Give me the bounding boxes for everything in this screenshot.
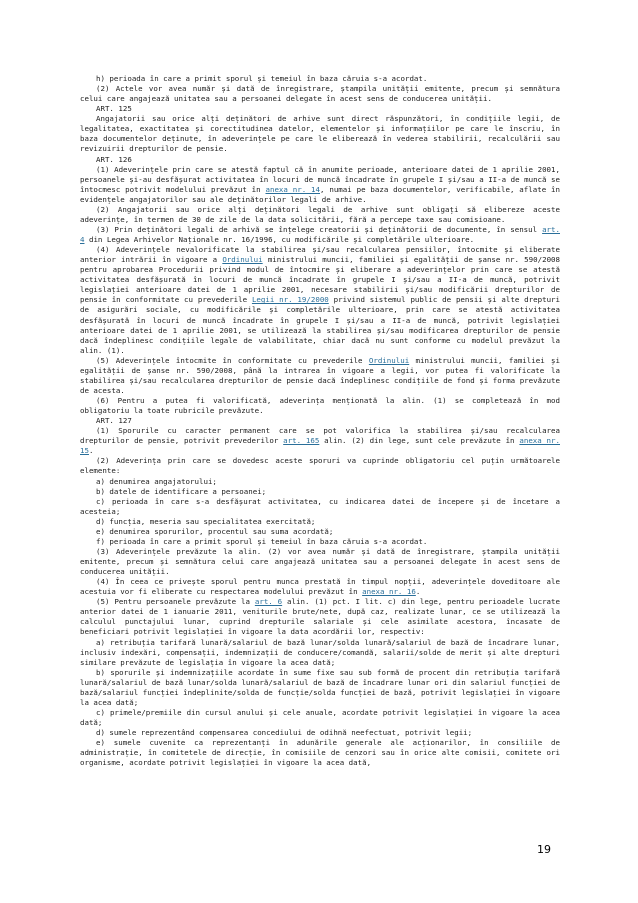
legal-reference-link[interactable]: art. 165 xyxy=(283,436,320,446)
paragraph xyxy=(80,245,560,356)
legal-reference-link[interactable]: Legii nr. 19/2000 xyxy=(251,295,329,305)
paragraph xyxy=(80,104,560,114)
paragraph-text: ministrului muncii, familiei și egalității de șanse nr. 590/2008 pentru aprobarea Procedurii privind modul de întocmire și eliberare a adeverințelor prin care se atestă activitatea desfășurată în locuri de muncă încadrate în grupele I și/sau a II-a de muncă, potrivit legislației anterioare datei de 1 aprilie 2001, necesare stabilirii și/sau modificării drepturilor de pensie în conformitate cu prevederile xyxy=(80,255,561,305)
legal-reference-link[interactable]: art. 4 xyxy=(80,224,560,244)
paragraph-text: f) perioada în care a primit sporul și temeiul în baza căruia s-a acordat. xyxy=(96,536,428,546)
paragraph-text: h) perioada în care a primit sporul și temeiul în baza căruia s-a acordat. xyxy=(96,74,428,83)
paragraph-text: ART. 127 xyxy=(96,416,132,426)
paragraph-text: c) perioada în care s-a desfășurat activitatea, cu indicarea datei de începere și de încetare a acesteia; xyxy=(80,496,560,516)
paragraph-text: . xyxy=(88,446,94,456)
paragraph-text: (4) În ceea ce privește sporul pentru munca prestată în timpul nopții, adeverințele doveditoare ale acestuia vor fi eliberate cu respectarea modelului prevăzut în xyxy=(80,577,560,597)
paragraph-text: ART. 125 xyxy=(96,104,132,114)
legal-reference-link[interactable]: anexa nr. 14 xyxy=(265,184,320,194)
paragraph xyxy=(80,356,560,396)
paragraph xyxy=(80,638,560,668)
paragraph-text: (1) Sporurile cu caracter permanent care se pot valorifica la stabilirea și/sau recalcularea drepturilor de pensie, potrivit prevederilor xyxy=(80,426,560,446)
paragraph-text: , numai pe baza documentelor, verificabile, aflate în evidențele angajatorilor sau ale deținătorilor legali de arhive. xyxy=(80,184,560,204)
paragraph-text: ART. 126 xyxy=(96,154,132,164)
paragraph xyxy=(80,547,560,577)
paragraph-text: e) sumele cuvenite ca reprezentanți în adunările generale ale acționarilor, în consiliile de administrație, în comitetele de direcție, în comisiile de cenzori sau în orice alte comisii, comitete ori organisme, acordate potrivit legislației în vigoare la acea dată, xyxy=(80,738,560,768)
paragraph-text: ministrului muncii, familiei și egalității de șanse nr. 590/2008, până la intrarea în vigoare a legii, vor putea fi valorificate la stabilirea și/sau recalcularea drepturilor de pensie dacă îndeplinesc condițiile de fond și forma prevăzute de acesta. xyxy=(80,355,560,395)
paragraph xyxy=(80,527,560,537)
paragraph-text: din Legea Arhivelor Naționale nr. 16/1996, cu modificările și completările ulterioare. xyxy=(84,235,475,244)
paragraph-text: privind sistemul public de pensii și alte drepturi de asigurări sociale, cu modificările și completările ulterioare, prin care se atestă activitatea desfășurată în locuri de muncă încadrate în grupele I și/sau a II-a de muncă, potrivit legislației anterioare datei de 1 aprilie 2001, se utilizează la stabilirea și/sau modificarea drepturilor de pensie dacă îndeplinesc condițiile legale de valabilitate, chiar dacă nu sunt conforme cu modelul prevăzut la alin. (1). xyxy=(80,295,560,355)
paragraph xyxy=(80,537,560,547)
paragraph xyxy=(80,597,560,637)
paragraph-text: c) primele/premiile din cursul anului și cele anuale, acordate potrivit legislației în vigoare la acea dată; xyxy=(80,707,560,727)
paragraph xyxy=(80,225,560,245)
paragraph-text: alin. (2) din lege, sunt cele prevăzute în xyxy=(319,436,520,446)
paragraph-text: Angajatorii sau orice alți deținători de arhive sunt direct răspunzători, în condițiile legii, de legalitatea, exactitatea și corectitudinea datelor, elementelor și informațiilor pe care le înscriu, în baza documentelor deținute, în adeverințele pe care le eliberează în vederea stabilirii, recalculării sau revizuirii drepturilor de pensie. xyxy=(80,114,560,154)
paragraph xyxy=(80,517,560,527)
paragraph xyxy=(80,728,560,738)
paragraph xyxy=(80,477,560,487)
paragraph xyxy=(80,84,560,104)
paragraph-text: d) sumele reprezentând compensarea concediului de odihnă neefectuat, potrivit legii; xyxy=(96,728,473,738)
paragraph xyxy=(80,416,560,426)
legal-reference-link[interactable]: anexa nr. 15 xyxy=(80,436,560,456)
document-body xyxy=(80,74,560,768)
paragraph-text: alin. (1) pct. I lit. c) din lege, pentru perioadele lucrate anterior datei de 1 ianuarie 2011, veniturile brute/nete, după caz, realizate lunar, ce se utilizează la calculul punctajului lunar, cuprind drepturile salariale și cele asimilate acestora, încasate de beneficiari potrivit legislației în vigoare la data acordării lor, respectiv: xyxy=(80,597,560,637)
paragraph-text: a) denumirea angajatorului; xyxy=(96,476,217,486)
paragraph-text: (5) Pentru persoanele prevăzute la xyxy=(96,597,255,607)
paragraph xyxy=(80,74,560,84)
paragraph-text: b) sporurile și indemnizațiile acordate în sume fixe sau sub formă de procent din retribuția tarifară lunară/salariul de bază lunar/solda lunară/salariul de bază de încadrare lunar ori din salariul funcției de bază/salariul funcției îndeplinite/solda de funcție/solda funcției de bază, potrivit legislației în vigoare la acea dată; xyxy=(80,667,560,707)
legal-reference-link[interactable]: art. 6 xyxy=(254,597,283,607)
paragraph-text: (2) Actele vor avea număr și dată de înregistrare, ștampila unității emitente, precum și semnătura celui care angajează unitatea sau a persoanei delegate în acest sens de conducerea unității. xyxy=(80,84,560,104)
paragraph xyxy=(80,456,560,476)
paragraph-text: (3) Prin deținători legali de arhivă se înțelege creatorii și deținătorii de documente, în sensul xyxy=(96,224,543,234)
paragraph xyxy=(80,165,560,205)
paragraph-text: (6) Pentru a putea fi valorificată, adeverința menționată la alin. (1) se completează în mod obligatoriu la toate rubricile prevăzute. xyxy=(80,396,560,416)
legal-reference-link[interactable]: anexa nr. 16 xyxy=(362,587,416,597)
paragraph-text: d) funcția, meseria sau specialitatea exercitată; xyxy=(96,516,316,526)
paragraph xyxy=(80,155,560,165)
paragraph-text: b) datele de identificare a persoanei; xyxy=(96,486,267,496)
paragraph xyxy=(80,577,560,597)
legal-reference-link[interactable]: Ordinului xyxy=(368,355,410,365)
paragraph-text: (2) Angajatorii sau orice alți deținători legali de arhive sunt obligați să elibereze aceste adeverințe, în termen de 30 de zile de la data solicitării, fără a percepe taxe sau comisioane. xyxy=(80,204,560,224)
paragraph-text: (5) Adeverințele întocmite în conformitate cu prevederile xyxy=(96,355,369,365)
paragraph-text: (1) Adeverințele prin care se atestă faptul că în anumite perioade, anterioare datei de 1 aprilie 2001, persoanele și-au desfășurat activitatea în locuri de muncă încadrate în grupele I și/sau a II-a de muncă se întocmesc potrivit modelului prevăzut în xyxy=(80,164,560,194)
legal-reference-link[interactable]: Ordinului xyxy=(222,255,263,265)
paragraph-text: . xyxy=(415,587,421,597)
paragraph-text: (4) Adeverințele nevalorificate la stabilirea și/sau recalcularea pensiilor, întocmite și eliberate anterior intrării în vigoare a xyxy=(80,245,560,265)
paragraph xyxy=(80,738,560,768)
paragraph xyxy=(80,668,560,708)
paragraph-text: (2) Adeverința prin care se dovedesc aceste sporuri va cuprinde obligatoriu cel puțin următoarele elemente: xyxy=(80,456,560,476)
paragraph xyxy=(80,396,560,416)
paragraph xyxy=(80,114,560,154)
paragraph xyxy=(80,426,560,456)
paragraph-text: e) denumirea sporurilor, procentul sau suma acordată; xyxy=(96,526,334,536)
paragraph-text: (3) Adeverințele prevăzute la alin. (2) vor avea număr și dată de înregistrare, ștampila unității emitente, precum și semnătura celui care angajează unitatea sau a persoanei delegate în acest sens de conducerea unității. xyxy=(80,546,560,577)
paragraph-text: a) retribuția tarifară lunară/salariul de bază lunar/solda lunară/salariul de bază de încadrare lunar, inclusiv indexări, compensații, indemnizații de conducere/comandă, salarii/solde de merit și alte drepturi similare prevăzute de legislația în vigoare la acea dată; xyxy=(80,637,560,667)
page-number: 19 xyxy=(537,843,551,856)
paragraph xyxy=(80,487,560,497)
paragraph xyxy=(80,708,560,728)
paragraph xyxy=(80,205,560,225)
paragraph xyxy=(80,497,560,517)
